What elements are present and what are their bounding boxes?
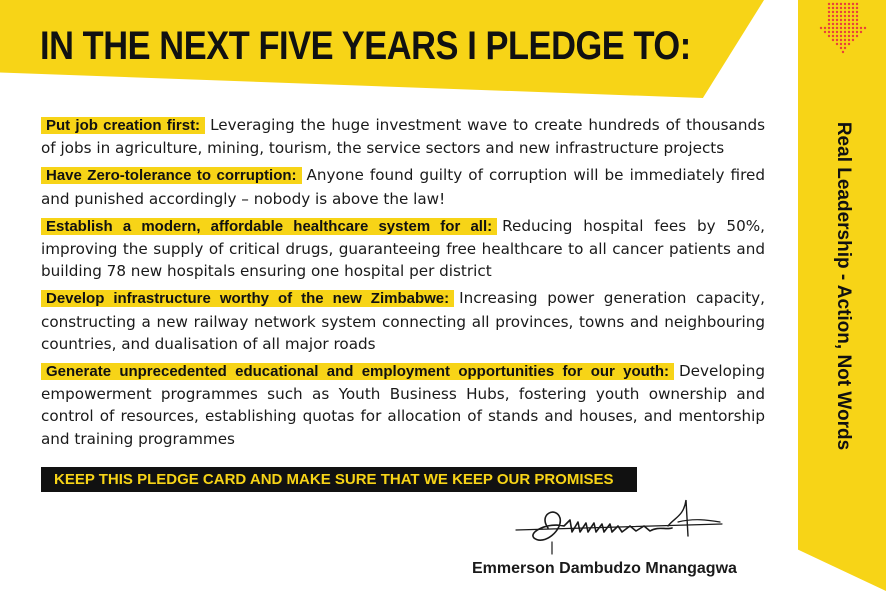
signature-mark <box>508 496 730 556</box>
pledge-item <box>41 287 765 355</box>
pledge-item <box>41 164 765 209</box>
pledge-lead: Put job creation first: <box>41 117 205 134</box>
pledge-text: Reducing hospital fees by 50%, improving the supply of critical drugs, guaranteeing free healthcare to all cancer patients and building 78 new hospitals ensuring one hospital per district <box>41 216 765 281</box>
pledge-item <box>41 215 765 283</box>
pledge-lead: Generate unprecedented educational and employment opportunities for our youth: <box>41 363 674 380</box>
down-arrow-icon <box>819 0 871 58</box>
signer-name: Emmerson Dambudzo Mnangagwa <box>472 560 737 577</box>
pledge-item <box>41 114 765 159</box>
pledge-item <box>41 360 765 450</box>
pledge-lead: Have Zero-tolerance to corruption: <box>41 167 302 184</box>
pledge-text: Leveraging the huge investment wave to create hundreds of thousands of jobs in agriculture, mining, tourism, the service sectors and new infrastructure projects <box>41 116 766 158</box>
pledge-text: Developing empowerment programmes such as Youth Business Hubs, fostering youth ownership and control of resources, establishing quotas for allocation of stands and houses, and mentorship and training programmes <box>41 362 765 448</box>
pledge-list <box>41 114 765 455</box>
pledge-lead: Establish a modern, affordable healthcare system for all: <box>41 218 497 235</box>
campaign-slogan: Real Leadership - Action, Not Words <box>833 121 854 451</box>
pledge-lead: Develop infrastructure worthy of the new Zimbabwe: <box>41 290 454 307</box>
pledge-text: Anyone found guilty of corruption will be immediately fired and punished accordingly – nobody is above the law! <box>41 166 765 208</box>
page-title: IN THE NEXT FIVE YEARS I PLEDGE TO: <box>40 24 691 68</box>
call-to-action-banner: KEEP THIS PLEDGE CARD AND MAKE SURE THAT WE KEEP OUR PROMISES <box>41 467 637 492</box>
pledge-text: Increasing power generation capacity, constructing a new railway network system connecting all provinces, towns and neighbouring countries, and dualisation of all major roads <box>41 289 766 353</box>
